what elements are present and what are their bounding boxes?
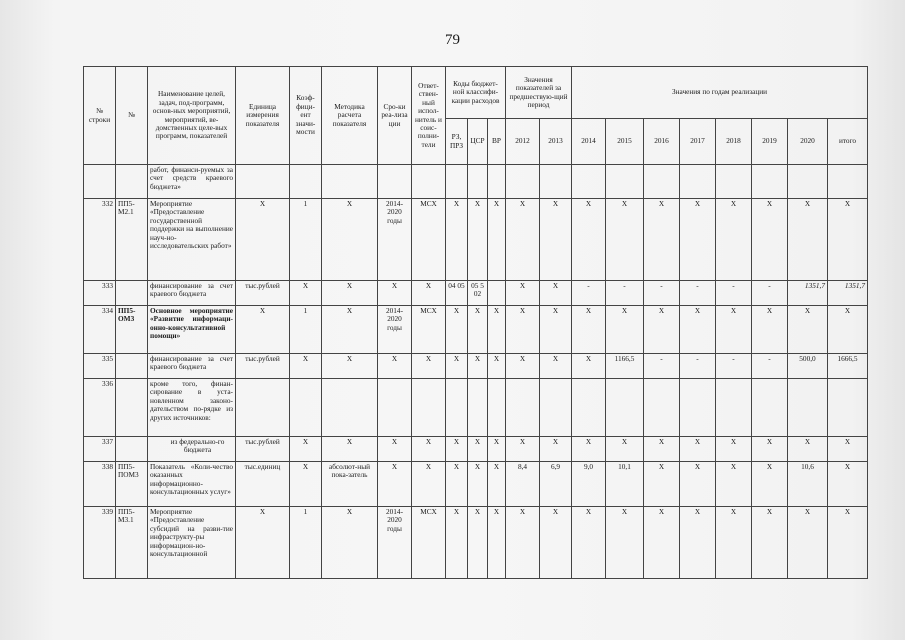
- row-rz: [446, 379, 468, 437]
- row-value: Х: [716, 306, 752, 354]
- header-year: 2015: [606, 119, 644, 165]
- row-rz: Х: [446, 354, 468, 379]
- row-value: Х: [680, 507, 716, 579]
- table-row: [84, 354, 868, 379]
- row-name: Основное мероприятие «Развитие информаци-онно-консультативной помощи»: [148, 306, 236, 354]
- row-value: Х: [644, 199, 680, 281]
- header-year: 2017: [680, 119, 716, 165]
- row-terms: 2014-2020 годы: [378, 306, 412, 354]
- row-name: из федерально-го бюджета: [148, 437, 236, 462]
- row-csr: Х: [468, 437, 488, 462]
- row-value: Х: [572, 437, 606, 462]
- row-value: Х: [540, 281, 572, 306]
- row-value: Х: [680, 437, 716, 462]
- row-csr: Х: [468, 507, 488, 579]
- row-value: Х: [506, 306, 540, 354]
- table-row: [84, 507, 868, 579]
- row-unit: тыс.рублей: [236, 437, 290, 462]
- row-value: [540, 165, 572, 199]
- header-responsible: Ответ-ствен-ный испол-нитель и соис-полни-тели: [412, 67, 446, 165]
- row-rz: Х: [446, 507, 468, 579]
- header-rz: РЗ, ПРЗ: [446, 119, 468, 165]
- row-method: Х: [322, 281, 378, 306]
- row-value: Х: [828, 306, 868, 354]
- table-row: [84, 199, 868, 281]
- row-value: 10,1: [606, 462, 644, 507]
- row-value: 1351,7: [828, 281, 868, 306]
- row-value: [752, 165, 788, 199]
- row-number: 336: [84, 379, 116, 437]
- row-value: Х: [540, 306, 572, 354]
- row-value: [572, 165, 606, 199]
- row-vr: Х: [488, 306, 506, 354]
- row-value: [716, 165, 752, 199]
- row-number: 332: [84, 199, 116, 281]
- header-coef: Коэф-фици-ент значи-мости: [290, 67, 322, 165]
- row-terms: Х: [378, 281, 412, 306]
- table-row: [84, 281, 868, 306]
- header-prev-values: Значения показателей за предшествую-щий период: [506, 67, 572, 119]
- row-value: Х: [752, 199, 788, 281]
- row-value: Х: [540, 507, 572, 579]
- row-number: 334: [84, 306, 116, 354]
- row-rz: Х: [446, 306, 468, 354]
- row-value: -: [644, 281, 680, 306]
- row-value: Х: [788, 437, 828, 462]
- row-rz: [446, 165, 468, 199]
- row-vr: [488, 165, 506, 199]
- row-code: ПП5-М3.1: [116, 507, 148, 579]
- row-name: кроме того, финан-сирование в уста-новленном законо-дательством по-рядке из других источников:: [148, 379, 236, 437]
- row-value: Х: [680, 462, 716, 507]
- row-value: [644, 379, 680, 437]
- header-total: итого: [828, 119, 868, 165]
- row-method: Х: [322, 437, 378, 462]
- row-value: [788, 165, 828, 199]
- row-csr: 05 5 02: [468, 281, 488, 306]
- row-value: Х: [716, 462, 752, 507]
- row-value: Х: [572, 199, 606, 281]
- row-coef: Х: [290, 281, 322, 306]
- row-value: Х: [506, 199, 540, 281]
- row-value: Х: [506, 354, 540, 379]
- row-number: 335: [84, 354, 116, 379]
- row-csr: [468, 165, 488, 199]
- row-code: [116, 281, 148, 306]
- header-year: 2014: [572, 119, 606, 165]
- header-vr: ВР: [488, 119, 506, 165]
- row-value: 500,0: [788, 354, 828, 379]
- row-value: [606, 379, 644, 437]
- row-name: финансирование за счет краевого бюджета: [148, 354, 236, 379]
- row-method: [322, 379, 378, 437]
- row-name: Показатель «Коли-чество оказанных информационно-консультационных услуг»: [148, 462, 236, 507]
- row-csr: Х: [468, 462, 488, 507]
- header-year: 2019: [752, 119, 788, 165]
- row-value: Х: [606, 437, 644, 462]
- header-num: №: [116, 67, 148, 165]
- row-value: 9,0: [572, 462, 606, 507]
- row-coef: 1: [290, 507, 322, 579]
- row-value: [506, 379, 540, 437]
- header-csr: ЦСР: [468, 119, 488, 165]
- row-value: Х: [716, 199, 752, 281]
- header-year: 2018: [716, 119, 752, 165]
- row-name: Мероприятие «Предоставление субсидий на разви-тие инфраструкту-ры информацион-но-консультационной: [148, 507, 236, 579]
- row-value: 1666,5: [828, 354, 868, 379]
- table-row: [84, 379, 868, 437]
- header-year: 2016: [644, 119, 680, 165]
- row-value: Х: [572, 507, 606, 579]
- row-responsible: [412, 379, 446, 437]
- header-terms: Сро-ки реа-лиза ции: [378, 67, 412, 165]
- row-value: Х: [540, 354, 572, 379]
- row-csr: [468, 379, 488, 437]
- row-vr: Х: [488, 462, 506, 507]
- row-value: -: [606, 281, 644, 306]
- header-name: Наименование целей, задач, под-программ, основ-ных мероприятий, мероприятий, ве-домственных целе-вых программ, показателей: [148, 67, 236, 165]
- row-value: Х: [606, 199, 644, 281]
- header-unit: Единица измерения показателя: [236, 67, 290, 165]
- row-value: Х: [828, 507, 868, 579]
- row-number: 338: [84, 462, 116, 507]
- page-number: 79: [445, 32, 460, 48]
- row-coef: Х: [290, 437, 322, 462]
- row-unit: Х: [236, 507, 290, 579]
- row-vr: Х: [488, 354, 506, 379]
- row-value: Х: [506, 437, 540, 462]
- row-responsible: МСХ: [412, 199, 446, 281]
- row-vr: [488, 281, 506, 306]
- row-number: 339: [84, 507, 116, 579]
- row-number: [84, 165, 116, 199]
- row-method: Х: [322, 507, 378, 579]
- row-responsible: Х: [412, 281, 446, 306]
- row-value: Х: [606, 306, 644, 354]
- row-value: Х: [788, 199, 828, 281]
- row-code: ПП5-ОМ3: [116, 306, 148, 354]
- row-method: абсолют-ный пока-затель: [322, 462, 378, 507]
- row-name: финансирование за счет краевого бюджета: [148, 281, 236, 306]
- row-value: [540, 379, 572, 437]
- row-value: Х: [572, 306, 606, 354]
- row-value: Х: [716, 507, 752, 579]
- row-method: Х: [322, 199, 378, 281]
- row-value: -: [680, 354, 716, 379]
- row-code: ПП5-М2.1: [116, 199, 148, 281]
- row-rz: 04 05: [446, 281, 468, 306]
- row-csr: Х: [468, 199, 488, 281]
- row-value: Х: [644, 437, 680, 462]
- row-value: [752, 379, 788, 437]
- row-value: [680, 379, 716, 437]
- row-name: Мероприятие «Предоставление государственной поддержки на выполнение науч-но-исследовательских работ»: [148, 199, 236, 281]
- row-value: [644, 165, 680, 199]
- row-unit: тыс.рублей: [236, 354, 290, 379]
- row-method: Х: [322, 354, 378, 379]
- row-coef: [290, 379, 322, 437]
- row-value: [506, 165, 540, 199]
- row-value: -: [644, 354, 680, 379]
- table-row: [84, 165, 868, 199]
- row-value: 10,6: [788, 462, 828, 507]
- row-csr: Х: [468, 306, 488, 354]
- row-value: [828, 165, 868, 199]
- row-rz: Х: [446, 437, 468, 462]
- row-vr: Х: [488, 507, 506, 579]
- row-value: 8,4: [506, 462, 540, 507]
- row-value: -: [572, 281, 606, 306]
- row-coef: Х: [290, 354, 322, 379]
- row-coef: Х: [290, 462, 322, 507]
- row-rz: Х: [446, 462, 468, 507]
- row-value: [680, 165, 716, 199]
- row-value: Х: [752, 437, 788, 462]
- row-csr: Х: [468, 354, 488, 379]
- row-value: Х: [540, 199, 572, 281]
- row-unit: [236, 379, 290, 437]
- row-value: Х: [828, 462, 868, 507]
- row-value: -: [752, 354, 788, 379]
- row-value: -: [716, 354, 752, 379]
- row-value: [828, 379, 868, 437]
- row-vr: Х: [488, 437, 506, 462]
- row-code: [116, 165, 148, 199]
- row-value: Х: [540, 437, 572, 462]
- row-value: Х: [572, 354, 606, 379]
- row-value: [788, 379, 828, 437]
- row-unit: тыс.единиц: [236, 462, 290, 507]
- row-method: Х: [322, 306, 378, 354]
- row-responsible: Х: [412, 437, 446, 462]
- row-unit: тыс.рублей: [236, 281, 290, 306]
- row-value: [572, 379, 606, 437]
- row-value: Х: [828, 199, 868, 281]
- row-number: 333: [84, 281, 116, 306]
- row-unit: [236, 165, 290, 199]
- row-terms: Х: [378, 437, 412, 462]
- row-value: -: [716, 281, 752, 306]
- row-value: Х: [788, 306, 828, 354]
- row-coef: 1: [290, 199, 322, 281]
- row-value: Х: [680, 306, 716, 354]
- row-name: работ, финанси-руемых за счет средств краевого бюджета»: [148, 165, 236, 199]
- row-vr: Х: [488, 199, 506, 281]
- row-code: [116, 354, 148, 379]
- row-rz: Х: [446, 199, 468, 281]
- row-coef: [290, 165, 322, 199]
- row-terms: 2014-2020 годы: [378, 507, 412, 579]
- row-value: 1166,5: [606, 354, 644, 379]
- table-row: [84, 437, 868, 462]
- row-terms: [378, 379, 412, 437]
- row-responsible: Х: [412, 354, 446, 379]
- row-code: [116, 379, 148, 437]
- header-year: 2020: [788, 119, 828, 165]
- row-value: Х: [788, 507, 828, 579]
- row-terms: [378, 165, 412, 199]
- row-responsible: МСХ: [412, 306, 446, 354]
- row-value: [716, 379, 752, 437]
- header-years-values: Значения по годам реализации: [572, 67, 868, 119]
- program-table: [83, 66, 868, 579]
- row-value: Х: [828, 437, 868, 462]
- row-value: Х: [644, 507, 680, 579]
- row-code: ПП5-ПОМ3: [116, 462, 148, 507]
- row-unit: Х: [236, 199, 290, 281]
- row-number: 337: [84, 437, 116, 462]
- header-year: 2012: [506, 119, 540, 165]
- table-row: [84, 462, 868, 507]
- row-value: [606, 165, 644, 199]
- row-value: Х: [506, 281, 540, 306]
- row-value: 6,9: [540, 462, 572, 507]
- row-value: Х: [716, 437, 752, 462]
- row-value: Х: [752, 306, 788, 354]
- row-value: Х: [644, 306, 680, 354]
- row-code: [116, 437, 148, 462]
- row-value: Х: [752, 507, 788, 579]
- row-value: Х: [506, 507, 540, 579]
- header-row-no: № строки: [84, 67, 116, 165]
- header-year: 2013: [540, 119, 572, 165]
- row-value: Х: [644, 462, 680, 507]
- row-value: Х: [680, 199, 716, 281]
- row-terms: 2014-2020 годы: [378, 199, 412, 281]
- row-coef: 1: [290, 306, 322, 354]
- row-value: Х: [606, 507, 644, 579]
- row-terms: Х: [378, 354, 412, 379]
- row-value: -: [752, 281, 788, 306]
- row-terms: Х: [378, 462, 412, 507]
- row-responsible: [412, 165, 446, 199]
- row-value: 1351,7: [788, 281, 828, 306]
- row-value: -: [680, 281, 716, 306]
- row-unit: Х: [236, 306, 290, 354]
- row-vr: [488, 379, 506, 437]
- header-method: Методика расчета показателя: [322, 67, 378, 165]
- row-responsible: МСХ: [412, 507, 446, 579]
- row-value: Х: [752, 462, 788, 507]
- header-budget-codes: Коды бюджет-ной классифи-кации расходов: [446, 67, 506, 119]
- row-responsible: Х: [412, 462, 446, 507]
- table-row: [84, 306, 868, 354]
- row-method: [322, 165, 378, 199]
